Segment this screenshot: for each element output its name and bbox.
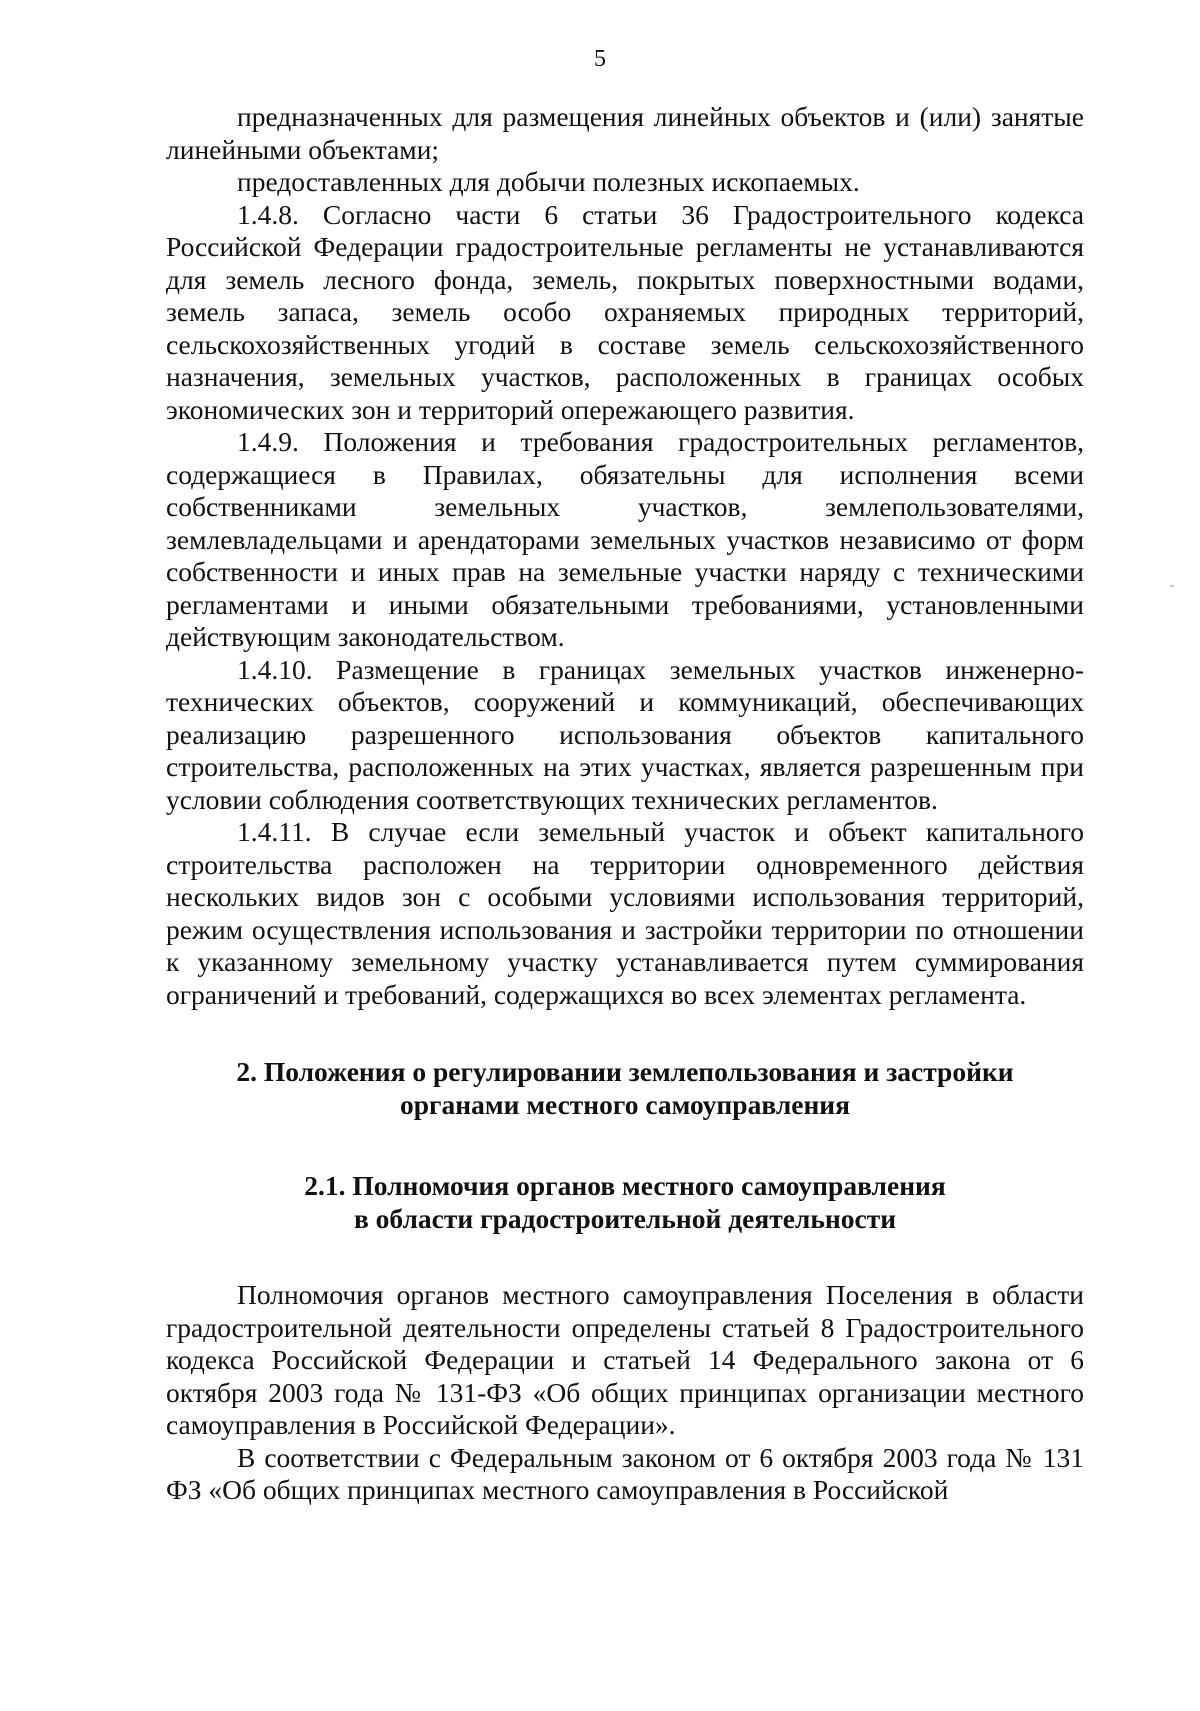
document-body	[166, 101, 1084, 1507]
paragraph-1-4-10: 1.4.10. Размещение в границах земельных участков инженерно-технических объектов, сооружений и коммуникаций, обеспечивающих реализацию разрешенного использования объектов капитального строительства, расположенных на этих участках, является разрешенным при условии соблюдения соответствующих технических регламентов.	[166, 653, 1084, 815]
paragraph-1-4-11: 1.4.11. В случае если земельный участок и объект капитального строительства расположен на территории одновременного действия нескольких видов зон с особыми условиями использования территорий, режим осуществления использования и застройки территории по отношении к указанному земельному участку устанавливается путем суммирования ограничений и требований, содержащихся во всех элементах регламента.	[166, 816, 1084, 1010]
paragraph-mining: предоставленных для добычи полезных ископаемых.	[237, 166, 860, 197]
paragraph-powers: Полномочия органов местного самоуправления Поселения в области градостроительной деятельности определены статьей 8 Градостроительного кодекса Российской Федерации и статьей 14 Федерального закона от 6 октября 2003 года № 131-ФЗ «Об общих принципах организации местного самоуправления в Российской Федерации».	[166, 1279, 1084, 1440]
page-number: 5	[594, 46, 606, 72]
paragraph-1-4-9: 1.4.9. Положения и требования градостроительных регламентов, содержащиеся в Правилах, обязательны для исполнения всеми собственниками земельных участков, землепользователями, землевладельцами и арендаторами земельных участков независимо от форм собственности и иных прав на земельные участки наряду с техническими регламентами и иными обязательными требованиями, установленными действующим законодательством.	[166, 426, 1084, 652]
section-heading-line-1: 2. Положения о регулировании землепользования и застройки	[236, 1056, 1014, 1087]
paragraph-1-4-8: 1.4.8. Согласно части 6 статьи 36 Градостроительного кодекса Российской Федерации градостроительные регламенты не устанавливаются для земель лесного фонда, земель, покрытых поверхностными водами, земель запаса, земель особо охраняемых природных территорий, сельскохозяйственных угодий в составе земель сельскохозяйственного назначения, земельных участков, расположенных в границах особых экономических зон и территорий опережающего развития.	[166, 198, 1084, 425]
subsection-heading	[166, 1169, 1084, 1235]
margin-speck	[1170, 585, 1174, 587]
subsection-heading-line-2: в области градостроительной деятельности	[353, 1203, 897, 1234]
paragraph-linear-objects: предназначенных для размещения линейных объектов и (или) занятые линейными объектами;	[166, 101, 1084, 165]
subsection-heading-line-1: 2.1. Полномочия органов местного самоуправления	[304, 1170, 946, 1201]
section-heading	[166, 1055, 1084, 1121]
section-heading-line-2: органами местного самоуправления	[399, 1089, 851, 1120]
paragraph-federal-law: В соответствии с Федеральным законом от 6 октября 2003 года № 131 ФЗ «Об общих принципах местного самоуправления в Российской	[166, 1441, 1084, 1505]
